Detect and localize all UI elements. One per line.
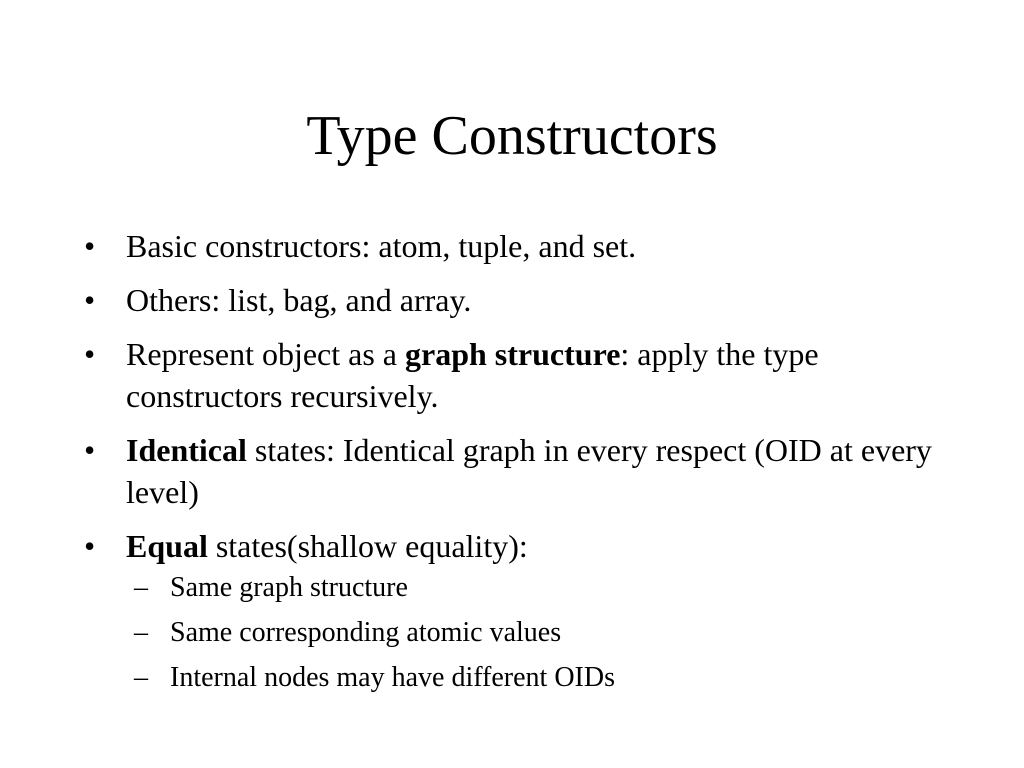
- sub-bullet-text: Same corresponding atomic values: [170, 617, 562, 648]
- bullet-mark: •: [84, 282, 96, 318]
- bullet-mark: •: [84, 228, 96, 264]
- slide-title: Type Constructors: [306, 105, 718, 167]
- bullet-text-post: states(shallow equality):: [207, 528, 528, 564]
- bullet-mark: •: [84, 336, 96, 372]
- bullet-text: Others: list, bag, and array.: [126, 282, 472, 318]
- bullet-item: [80, 525, 960, 695]
- bullet-text-post: : apply the type constructors recursively.: [126, 336, 819, 414]
- bullet-text-bold: Identical: [126, 432, 247, 468]
- bullet-mark: •: [84, 432, 96, 468]
- sub-bullet-text: Same graph structure: [170, 572, 408, 603]
- sub-bullet-text: Internal nodes may have different OIDs: [170, 662, 615, 693]
- bullet-item: [80, 225, 960, 267]
- bullet-mark: •: [84, 528, 96, 564]
- sub-bullet-mark: –: [134, 617, 148, 648]
- sub-bullet-mark: –: [134, 572, 148, 603]
- bullet-text-bold: Equal: [126, 528, 208, 564]
- sub-bullet-item: [126, 661, 960, 695]
- sub-bullet-mark: –: [134, 662, 148, 693]
- bullet-text-bold: graph structure: [405, 336, 621, 372]
- sub-bullet-item: [126, 616, 960, 650]
- bullet-item: [80, 333, 960, 417]
- bullet-text: Basic constructors: atom, tuple, and set.: [126, 228, 637, 264]
- bullet-text-pre: Represent object as a: [126, 336, 405, 372]
- bullet-item: [80, 429, 960, 513]
- sub-bullet-list: [126, 571, 960, 695]
- sub-bullet-item: [126, 571, 960, 605]
- bullet-text-post: states: Identical graph in every respect (OID at every level): [126, 432, 932, 510]
- bullet-item: [80, 279, 960, 321]
- bullet-list: [80, 225, 960, 707]
